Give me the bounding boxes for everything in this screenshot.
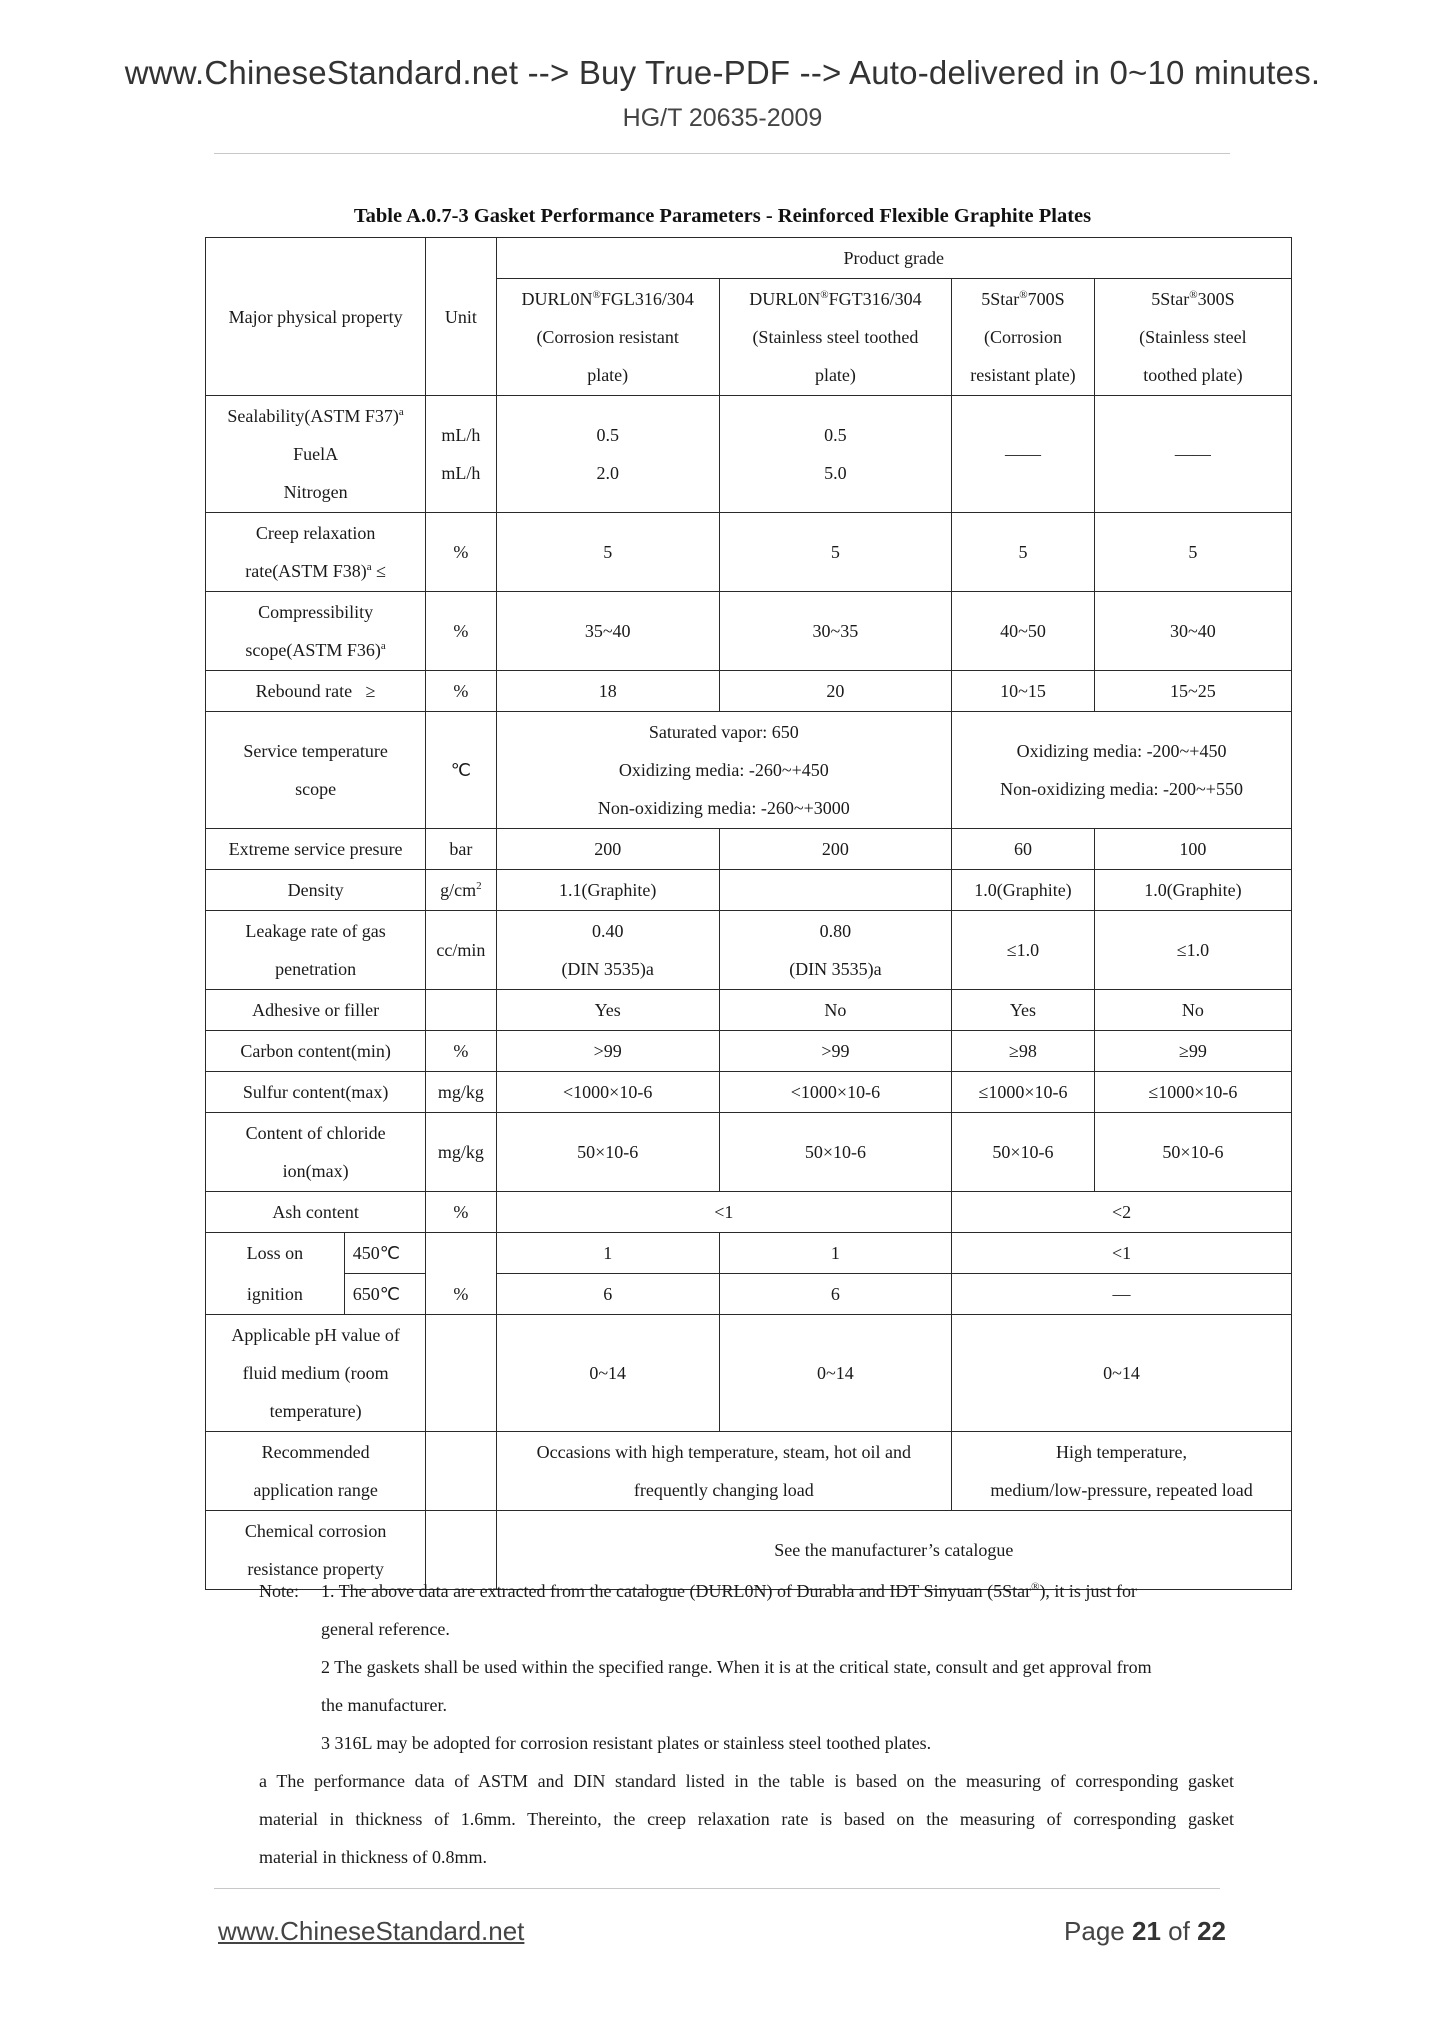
unit-cell: mg/kg — [426, 1072, 496, 1113]
value-cell: 5 — [719, 513, 951, 592]
unit-cell: mL/h mL/h — [426, 396, 496, 513]
product-5star-300s: 5Star®300S (Stainless steel toothed plate) — [1094, 279, 1291, 396]
table-row — [206, 1432, 1292, 1511]
header-banner-link[interactable]: www.ChineseStandard.net --> Buy True-PDF --> Auto-delivered in 0~10 minutes. — [124, 54, 1321, 91]
value-cell: High temperature, medium/low-pressure, repeated load — [952, 1432, 1292, 1511]
table-row — [206, 592, 1292, 671]
note-2-cont: the manufacturer. — [321, 1695, 447, 1715]
table-row — [206, 870, 1292, 911]
unit-cell: mg/kg — [426, 1113, 496, 1192]
unit-cell: % — [426, 671, 496, 712]
temperature-label: 450℃ — [344, 1233, 425, 1274]
unit-cell: % — [426, 1192, 496, 1233]
value-cell: 1 — [719, 1233, 951, 1274]
footnote-a-end: material in thickness of 0.8mm. — [259, 1847, 487, 1867]
property-label: Content of chloride ion(max) — [206, 1113, 426, 1192]
value-cell: 1 — [496, 1233, 719, 1274]
unit-cell: % — [426, 592, 496, 671]
value-cell: Yes — [496, 990, 719, 1031]
value-cell: ≤1000×10-6 — [1094, 1072, 1291, 1113]
value-cell: 100 — [1094, 829, 1291, 870]
value-cell: Oxidizing media: -200~+450 Non-oxidizing media: -200~+550 — [952, 712, 1292, 829]
table-row — [206, 712, 1292, 829]
table-row — [206, 829, 1292, 870]
value-cell: 0.5 5.0 — [719, 396, 951, 513]
value-cell: 15~25 — [1094, 671, 1291, 712]
value-cell: 30~35 — [719, 592, 951, 671]
property-label: Service temperature scope — [206, 712, 426, 829]
table-row — [206, 396, 1292, 513]
unit-cell: ℃ — [426, 712, 496, 829]
standard-number: HG/T 20635-2009 — [622, 104, 823, 132]
property-label: Extreme service presure — [206, 829, 426, 870]
property-label: Rebound rate ≥ — [206, 671, 426, 712]
property-label: Applicable pH value of fluid medium (room temperature) — [206, 1315, 426, 1432]
gasket-parameters-table — [205, 237, 1292, 1590]
value-cell: ≤1000×10-6 — [952, 1072, 1095, 1113]
table-notes — [259, 1572, 1234, 1876]
value-cell: <1000×10-6 — [496, 1072, 719, 1113]
table-row — [206, 1031, 1292, 1072]
property-label: Leakage rate of gas penetration — [206, 911, 426, 990]
value-cell: 5 — [1094, 513, 1291, 592]
value-cell: 5 — [952, 513, 1095, 592]
value-cell: 0.5 2.0 — [496, 396, 719, 513]
value-cell: 10~15 — [952, 671, 1095, 712]
property-label: Carbon content(min) — [206, 1031, 426, 1072]
property-label: Density — [206, 870, 426, 911]
table-row — [206, 1192, 1292, 1233]
value-cell: ≥98 — [952, 1031, 1095, 1072]
value-cell — [719, 870, 951, 911]
value-cell: ≤1.0 — [952, 911, 1095, 990]
unit-cell: % — [426, 1031, 496, 1072]
value-cell: <2 — [952, 1192, 1292, 1233]
table-row — [206, 513, 1292, 592]
value-cell: 60 — [952, 829, 1095, 870]
property-label: Creep relaxation rate(ASTM F38)$^a$ ≤ — [206, 513, 426, 592]
value-cell: 6 — [496, 1274, 719, 1315]
unit-cell — [426, 1432, 496, 1511]
value-cell: 0~14 — [719, 1315, 951, 1432]
value-cell: >99 — [496, 1031, 719, 1072]
value-cell: Saturated vapor: 650 Oxidizing media: -260~+450 Non-oxidizing media: -260~+3000 — [496, 712, 951, 829]
value-cell: 0.40 (DIN 3535)a — [496, 911, 719, 990]
unit-cell — [426, 1233, 496, 1274]
value-cell: <1 — [952, 1233, 1292, 1274]
value-cell: 1.0(Graphite) — [1094, 870, 1291, 911]
unit-cell: cc/min — [426, 911, 496, 990]
table-row — [206, 671, 1292, 712]
page-indicator: Page 21 of 22 — [1064, 1916, 1226, 1946]
header-row — [206, 238, 1292, 279]
note-1-cont: general reference. — [321, 1619, 450, 1639]
value-cell: —— — [952, 396, 1095, 513]
unit-cell: % — [426, 513, 496, 592]
property-label: ignition — [206, 1274, 345, 1315]
value-cell: 0~14 — [952, 1315, 1292, 1432]
property-label: Chemical corrosion resistance property — [206, 1511, 426, 1590]
value-cell: ≤1.0 — [1094, 911, 1291, 990]
value-cell: 50×10-6 — [496, 1113, 719, 1192]
property-label: Compressibility scope(ASTM F36)$^a$ — [206, 592, 426, 671]
value-cell: 1.0(Graphite) — [952, 870, 1095, 911]
value-cell: No — [1094, 990, 1291, 1031]
note-3: 3 316L may be adopted for corrosion resistant plates or stainless steel toothed plates. — [321, 1733, 932, 1753]
product-grade-header: Product grade — [496, 238, 1291, 279]
table-caption: Table A.0.7-3 Gasket Performance Parameters - Reinforced Flexible Graphite Plates — [353, 205, 1092, 227]
value-cell: 40~50 — [952, 592, 1095, 671]
value-cell: 0.80 (DIN 3535)a — [719, 911, 951, 990]
value-cell: Occasions with high temperature, steam, hot oil and frequently changing load — [496, 1432, 951, 1511]
value-cell: <1000×10-6 — [719, 1072, 951, 1113]
product-durlon-fgt: DURL0N®FGT316/304 (Stainless steel toothed plate) — [719, 279, 951, 396]
footnote-a: a The performance data of ASTM and DIN standard listed in the table is based on the measuring of corresponding gasket — [259, 1771, 1234, 1791]
value-cell: ≥99 — [1094, 1031, 1291, 1072]
value-cell: 6 — [719, 1274, 951, 1315]
note-2: 2 The gaskets shall be used within the specified range. When it is at the critical state, consult and get approval from — [321, 1657, 1152, 1677]
temperature-label: 650℃ — [344, 1274, 425, 1315]
value-cell: 200 — [496, 829, 719, 870]
table-row — [206, 1113, 1292, 1192]
value-cell: 200 — [719, 829, 951, 870]
table-row — [206, 990, 1292, 1031]
value-cell: 50×10-6 — [1094, 1113, 1291, 1192]
value-cell: 5 — [496, 513, 719, 592]
major-property-header: Major physical property — [206, 238, 426, 396]
unit-cell: % — [426, 1274, 496, 1315]
property-label: Loss on — [206, 1233, 345, 1274]
property-label: Sulfur content(max) — [206, 1072, 426, 1113]
unit-cell — [426, 1315, 496, 1432]
value-cell: >99 — [719, 1031, 951, 1072]
unit-cell — [426, 990, 496, 1031]
table-row — [206, 1072, 1292, 1113]
property-label: Adhesive or filler — [206, 990, 426, 1031]
value-cell: No — [719, 990, 951, 1031]
value-cell: 35~40 — [496, 592, 719, 671]
value-cell: Yes — [952, 990, 1095, 1031]
unit-header: Unit — [426, 238, 496, 396]
value-cell: 0~14 — [496, 1315, 719, 1432]
value-cell: See the manufacturer’s catalogue — [496, 1511, 1291, 1590]
property-label: Sealability(ASTM F37)$^a$ FuelA Nitrogen — [206, 396, 426, 513]
property-label: Ash content — [206, 1192, 426, 1233]
table-row — [206, 911, 1292, 990]
value-cell: 30~40 — [1094, 592, 1291, 671]
footnote-a-cont: material in thickness of 1.6mm. Thereinto, the creep relaxation rate is based on the measuring of corresponding gasket — [259, 1809, 1234, 1829]
footer-divider — [214, 1888, 1220, 1889]
header-divider — [214, 153, 1230, 154]
value-cell: <1 — [496, 1192, 951, 1233]
value-cell: 50×10-6 — [952, 1113, 1095, 1192]
unit-cell: bar — [426, 829, 496, 870]
value-cell: 18 — [496, 671, 719, 712]
table-row — [206, 1274, 1292, 1315]
value-cell: —— — [1094, 396, 1291, 513]
product-5star-700s: 5Star®700S (Corrosion resistant plate) — [952, 279, 1095, 396]
footer-site-link[interactable]: www.ChineseStandard.net — [218, 1916, 525, 1946]
unit-cell: $g/cm^2$ — [426, 870, 496, 911]
value-cell: — — [952, 1274, 1292, 1315]
value-cell: 1.1(Graphite) — [496, 870, 719, 911]
value-cell: 50×10-6 — [719, 1113, 951, 1192]
product-durlon-fgl: DURL0N®FGL316/304 (Corrosion resistant plate) — [496, 279, 719, 396]
note-1: Note: 1. The above data are extracted from the catalogue (DURL0N) of Durabla and IDT Sinyuan (5Star®), it is just for — [259, 1581, 1137, 1601]
value-cell: 20 — [719, 671, 951, 712]
table-row — [206, 1233, 1292, 1274]
table-row — [206, 1315, 1292, 1432]
property-label: Recommended application range — [206, 1432, 426, 1511]
